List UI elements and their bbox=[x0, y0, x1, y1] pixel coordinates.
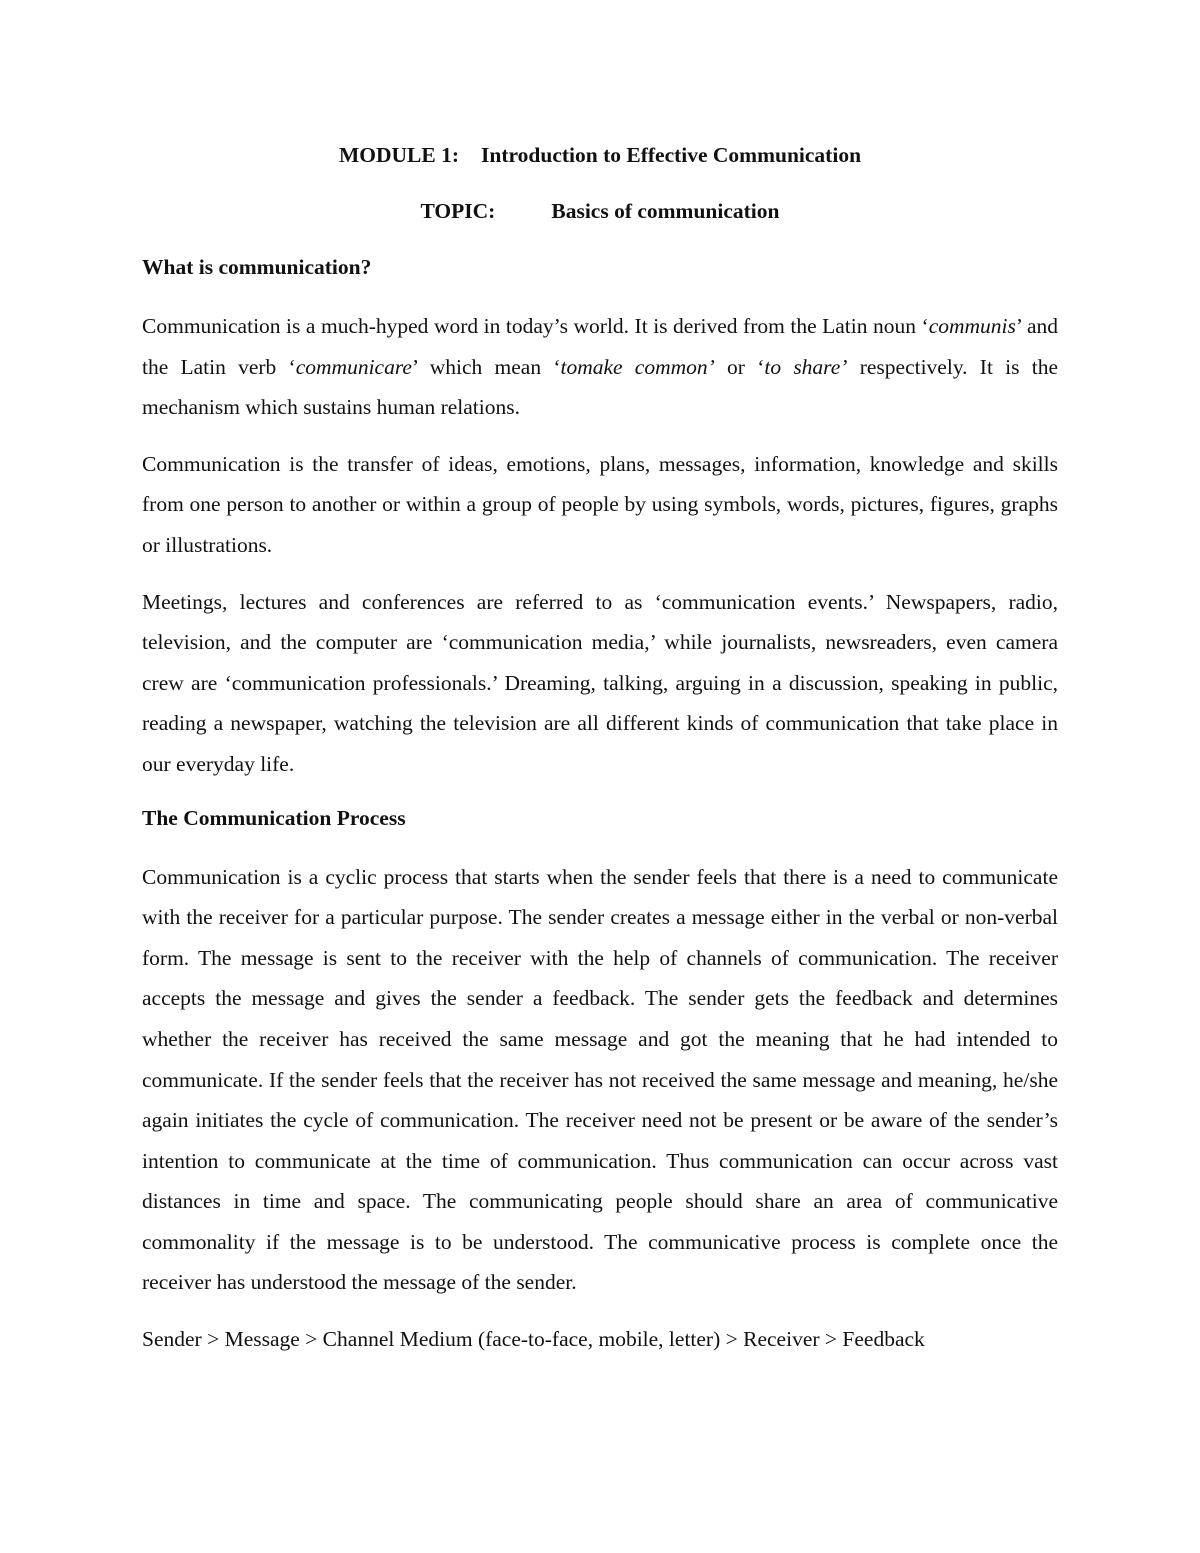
document-content bbox=[142, 138, 1058, 1376]
paragraph-definition-origin bbox=[142, 306, 1058, 428]
topic-title: Basics of communication bbox=[551, 199, 780, 223]
module-label: MODULE 1: bbox=[338, 143, 460, 167]
section-heading-what-is-communication: What is communication? bbox=[142, 255, 372, 279]
text-run: Communication is a much-hyped word in today’s world. It is derived from the Latin noun ‘ bbox=[142, 314, 929, 338]
latin-noun: communis bbox=[928, 314, 1016, 338]
meaning-make-common: tomake common’ bbox=[560, 354, 715, 379]
paragraph-transfer-of-ideas: Communication is the transfer of ideas, emotions, plans, messages, information, knowledge and skills from one person to another or within a group of people by using symbols, words, pictures, figures, graphs or illustrations. bbox=[142, 451, 1058, 557]
section-heading-communication-process: The Communication Process bbox=[142, 805, 406, 830]
text-run: or ‘ bbox=[714, 354, 765, 379]
paragraph-communication-events: Meetings, lectures and conferences are referred to as ‘communication events.’ Newspapers, radio, television, and the computer are ‘communication media,’ while journalists, newsreaders, even camera crew are ‘communication professionals.’ Dreaming, talking, arguing in a discussion, speaking in public, reading a newspaper, watching the television are all different kinds of communication that take place in our everyday life. bbox=[142, 589, 1058, 776]
text-run: ’ which mean ‘ bbox=[411, 354, 561, 379]
communication-flow-line: Sender > Message > Channel Medium (face-to-face, mobile, letter) > Receiver > Feedback bbox=[142, 1327, 925, 1352]
meaning-to-share: to share’ bbox=[764, 354, 848, 379]
topic-heading bbox=[142, 194, 1058, 228]
latin-verb: communicare bbox=[295, 354, 412, 379]
text-run: ’ and the Latin verb ‘ bbox=[142, 314, 1058, 379]
paragraph-cyclic-process: Communication is a cyclic process that starts when the sender feels that there is a need to communicate with the receiver for a particular purpose. The sender creates a message either in the verbal or non-verbal form. The message is sent to the receiver with the help of channels of communication. The receiver accepts the message and gives the sender a feedback. The sender gets the feedback and determines whether the receiver has received the same message and got the meaning that he had intended to communicate. If the sender feels that the receiver has not received the same message and meaning, he/she again initiates the cycle of communication. The receiver need not be present or be aware of the sender’s intention to communicate at the time of communication. Thus communication can occur across vast distances in time and space. The communicating people should share an area of communicative commonality if the message is to be understood. The communicative process is complete once the receiver has understood the message of the sender. bbox=[142, 864, 1058, 1295]
module-heading bbox=[142, 138, 1058, 172]
text-run: respectively. It is the mechanism which sustains human relations. bbox=[142, 354, 1058, 420]
topic-label: TOPIC: bbox=[420, 199, 496, 223]
module-title: Introduction to Effective Communication bbox=[481, 143, 862, 167]
